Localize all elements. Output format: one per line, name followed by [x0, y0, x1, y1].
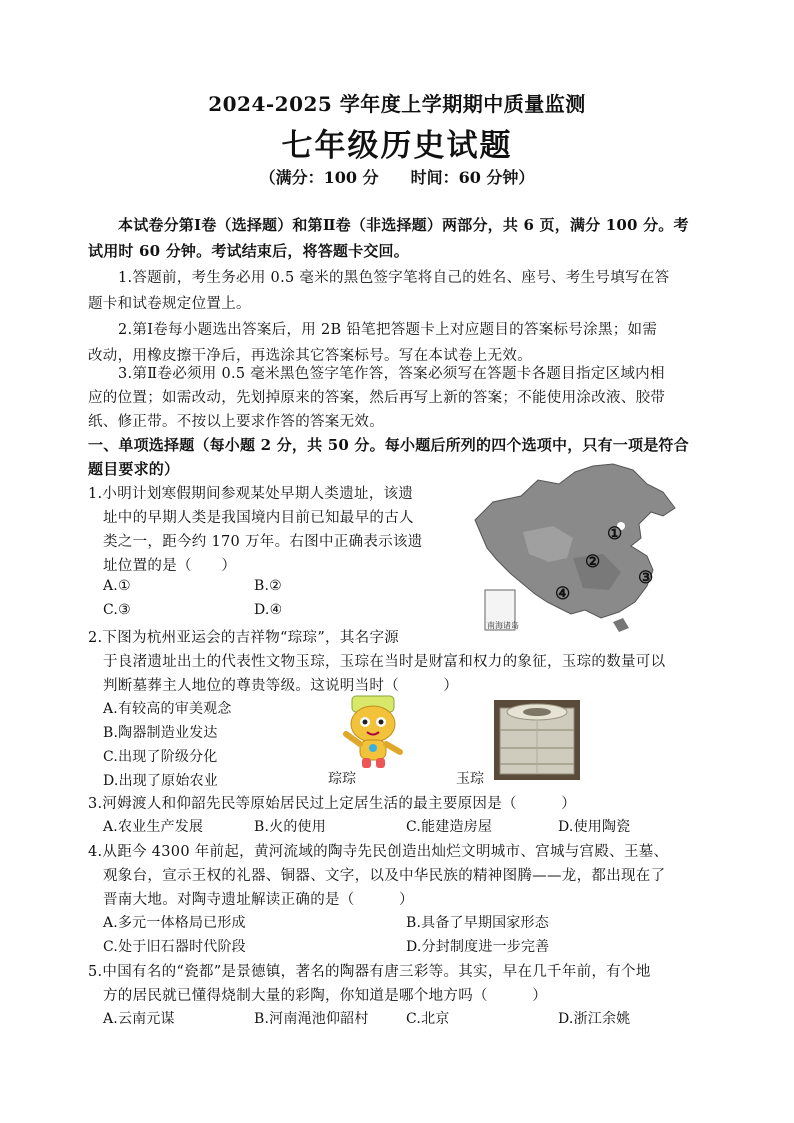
q3-option-c[interactable]: C.能建造房屋 — [406, 819, 493, 835]
intro-line-2: 试用时 60 分钟。考试结束后，将答题卡交回。 — [88, 242, 409, 260]
q2-line-2: 于良渚遗址出土的代表性文物玉琮，玉琮在当时是财富和权力的象征，玉琮的数量可以 — [103, 654, 666, 670]
note-2-line-2: 改动，用橡皮擦干净后，再选涂其它答案标号。写在本试卷上无效。 — [88, 348, 532, 364]
q4-option-a[interactable]: A.多元一体格局已形成 — [103, 915, 246, 931]
q5-option-a[interactable]: A.云南元谋 — [103, 1011, 175, 1027]
china-map-figure — [463, 462, 683, 640]
q5-option-b[interactable]: B.河南渑池仰韶村 — [254, 1011, 369, 1027]
q1-option-d[interactable]: D.④ — [254, 602, 283, 618]
q4-line-2: 观象台，宣示王权的礼器、铜器、文字，以及中华民族的精神图腾——龙，都出现在了 — [103, 868, 666, 884]
q1-option-c[interactable]: C.③ — [103, 602, 131, 618]
section-title-line-2: 题目要求的） — [88, 460, 180, 478]
mascot-icon — [338, 694, 408, 770]
q4-line-1: 4.从距今 4300 年前起，黄河流域的陶寺先民创造出灿烂文明城市、宫城与宫殿、王墓、 — [88, 844, 669, 860]
q5-option-d[interactable]: D.浙江余姚 — [558, 1011, 631, 1027]
note-1-line-2: 题卡和试卷规定位置上。 — [88, 296, 251, 312]
map-marker-1: ① — [607, 524, 623, 544]
china-map-icon — [463, 462, 683, 640]
q1-line-2: 址中的早期人类是我国境内目前已知最早的古人 — [103, 510, 414, 526]
map-inset-label: 南海诸岛 — [487, 621, 519, 630]
note-2-line-1: 2.第Ⅰ卷每小题选出答案后，用 2B 铅笔把答题卡上对应题目的答案标号涂黑；如需 — [118, 322, 658, 338]
congcong-mascot-image — [338, 694, 408, 770]
q5-line-2: 方的居民就已懂得烧制大量的彩陶，你知道是哪个地方吗（ ） — [103, 988, 547, 1004]
exam-meta: （满分：100 分 时间：60 分钟） — [259, 168, 535, 187]
q4-line-3: 晋南大地。对陶寺遗址解读正确的是（ ） — [103, 892, 414, 908]
q5-line-1: 5.中国有名的“瓷都”是景德镇，著名的陶器有唐三彩等。其实，早在几千年前，有个地 — [88, 964, 651, 980]
q2-option-b[interactable]: B.陶器制造业发达 — [103, 725, 218, 741]
q1-line-1: 1.小明计划寒假期间参观某处早期人类遗址，该遗 — [88, 486, 414, 502]
q3-option-a[interactable]: A.农业生产发展 — [103, 819, 204, 835]
q4-option-b[interactable]: B.具备了早期国家形态 — [406, 915, 549, 931]
jade-cong-image — [494, 700, 580, 780]
map-marker-3: ③ — [638, 568, 654, 588]
map-marker-4: ④ — [555, 584, 571, 604]
page-title: 七年级历史试题 — [281, 128, 513, 164]
note-3-line-2: 应的位置；如需改动，先划掉原来的答案，然后再写上新的答案；不能使用涂改液、胶带 — [88, 390, 666, 406]
q4-option-d[interactable]: D.分封制度进一步完善 — [406, 939, 550, 955]
note-3-line-1: 3.第Ⅱ卷必须用 0.5 毫米黑色签字笔作答，答案必须写在答题卡各题目指定区域内相 — [118, 366, 665, 382]
q2-option-a[interactable]: A.有较高的审美观念 — [103, 701, 232, 717]
note-3-line-3: 纸、修正带。不按以上要求作答的答案无效。 — [88, 414, 384, 430]
section-title-line-1: 一、单项选择题（每小题 2 分，共 50 分。每小题后所列的四个选项中，只有一项是符合 — [88, 436, 689, 454]
q2-option-c[interactable]: C.出现了阶级分化 — [103, 749, 218, 765]
note-1-line-1: 1.答题前，考生务必用 0.5 毫米的黑色签字笔将自己的姓名、座号、考生号填写在答 — [118, 270, 670, 286]
q1-option-b[interactable]: B.② — [254, 578, 282, 594]
map-marker-2: ② — [585, 552, 601, 572]
q3-option-b[interactable]: B.火的使用 — [254, 819, 326, 835]
exam-line1: 2024-2025 学年度上学期期中质量监测 — [208, 92, 586, 116]
q1-line-4: 址位置的是（ ） — [103, 558, 237, 574]
q1-option-a[interactable]: A.① — [103, 578, 131, 594]
jade-cong-icon — [494, 700, 580, 780]
mascot-caption: 琮琮 — [328, 771, 356, 787]
q2-option-d[interactable]: D.出现了原始农业 — [103, 773, 218, 789]
jade-caption: 玉琮 — [456, 771, 484, 787]
q3-line-1: 3.河姆渡人和仰韶先民等原始居民过上定居生活的最主要原因是（ ） — [88, 796, 577, 812]
q2-line-3: 判断墓葬主人地位的尊贵等级。这说明当时（ ） — [103, 678, 459, 694]
q3-option-d[interactable]: D.使用陶瓷 — [558, 819, 631, 835]
q2-line-1: 2.下图为杭州亚运会的吉祥物“琮琮”，其名字源 — [88, 630, 400, 646]
q4-option-c[interactable]: C.处于旧石器时代阶段 — [103, 939, 246, 955]
q5-option-c[interactable]: C.北京 — [406, 1011, 450, 1027]
intro-line-1: 本试卷分第Ⅰ卷（选择题）和第Ⅱ卷（非选择题）两部分，共 6 页，满分 100 分。考 — [118, 216, 689, 234]
q1-line-3: 类之一，距今约 170 万年。右图中正确表示该遗 — [103, 534, 423, 550]
